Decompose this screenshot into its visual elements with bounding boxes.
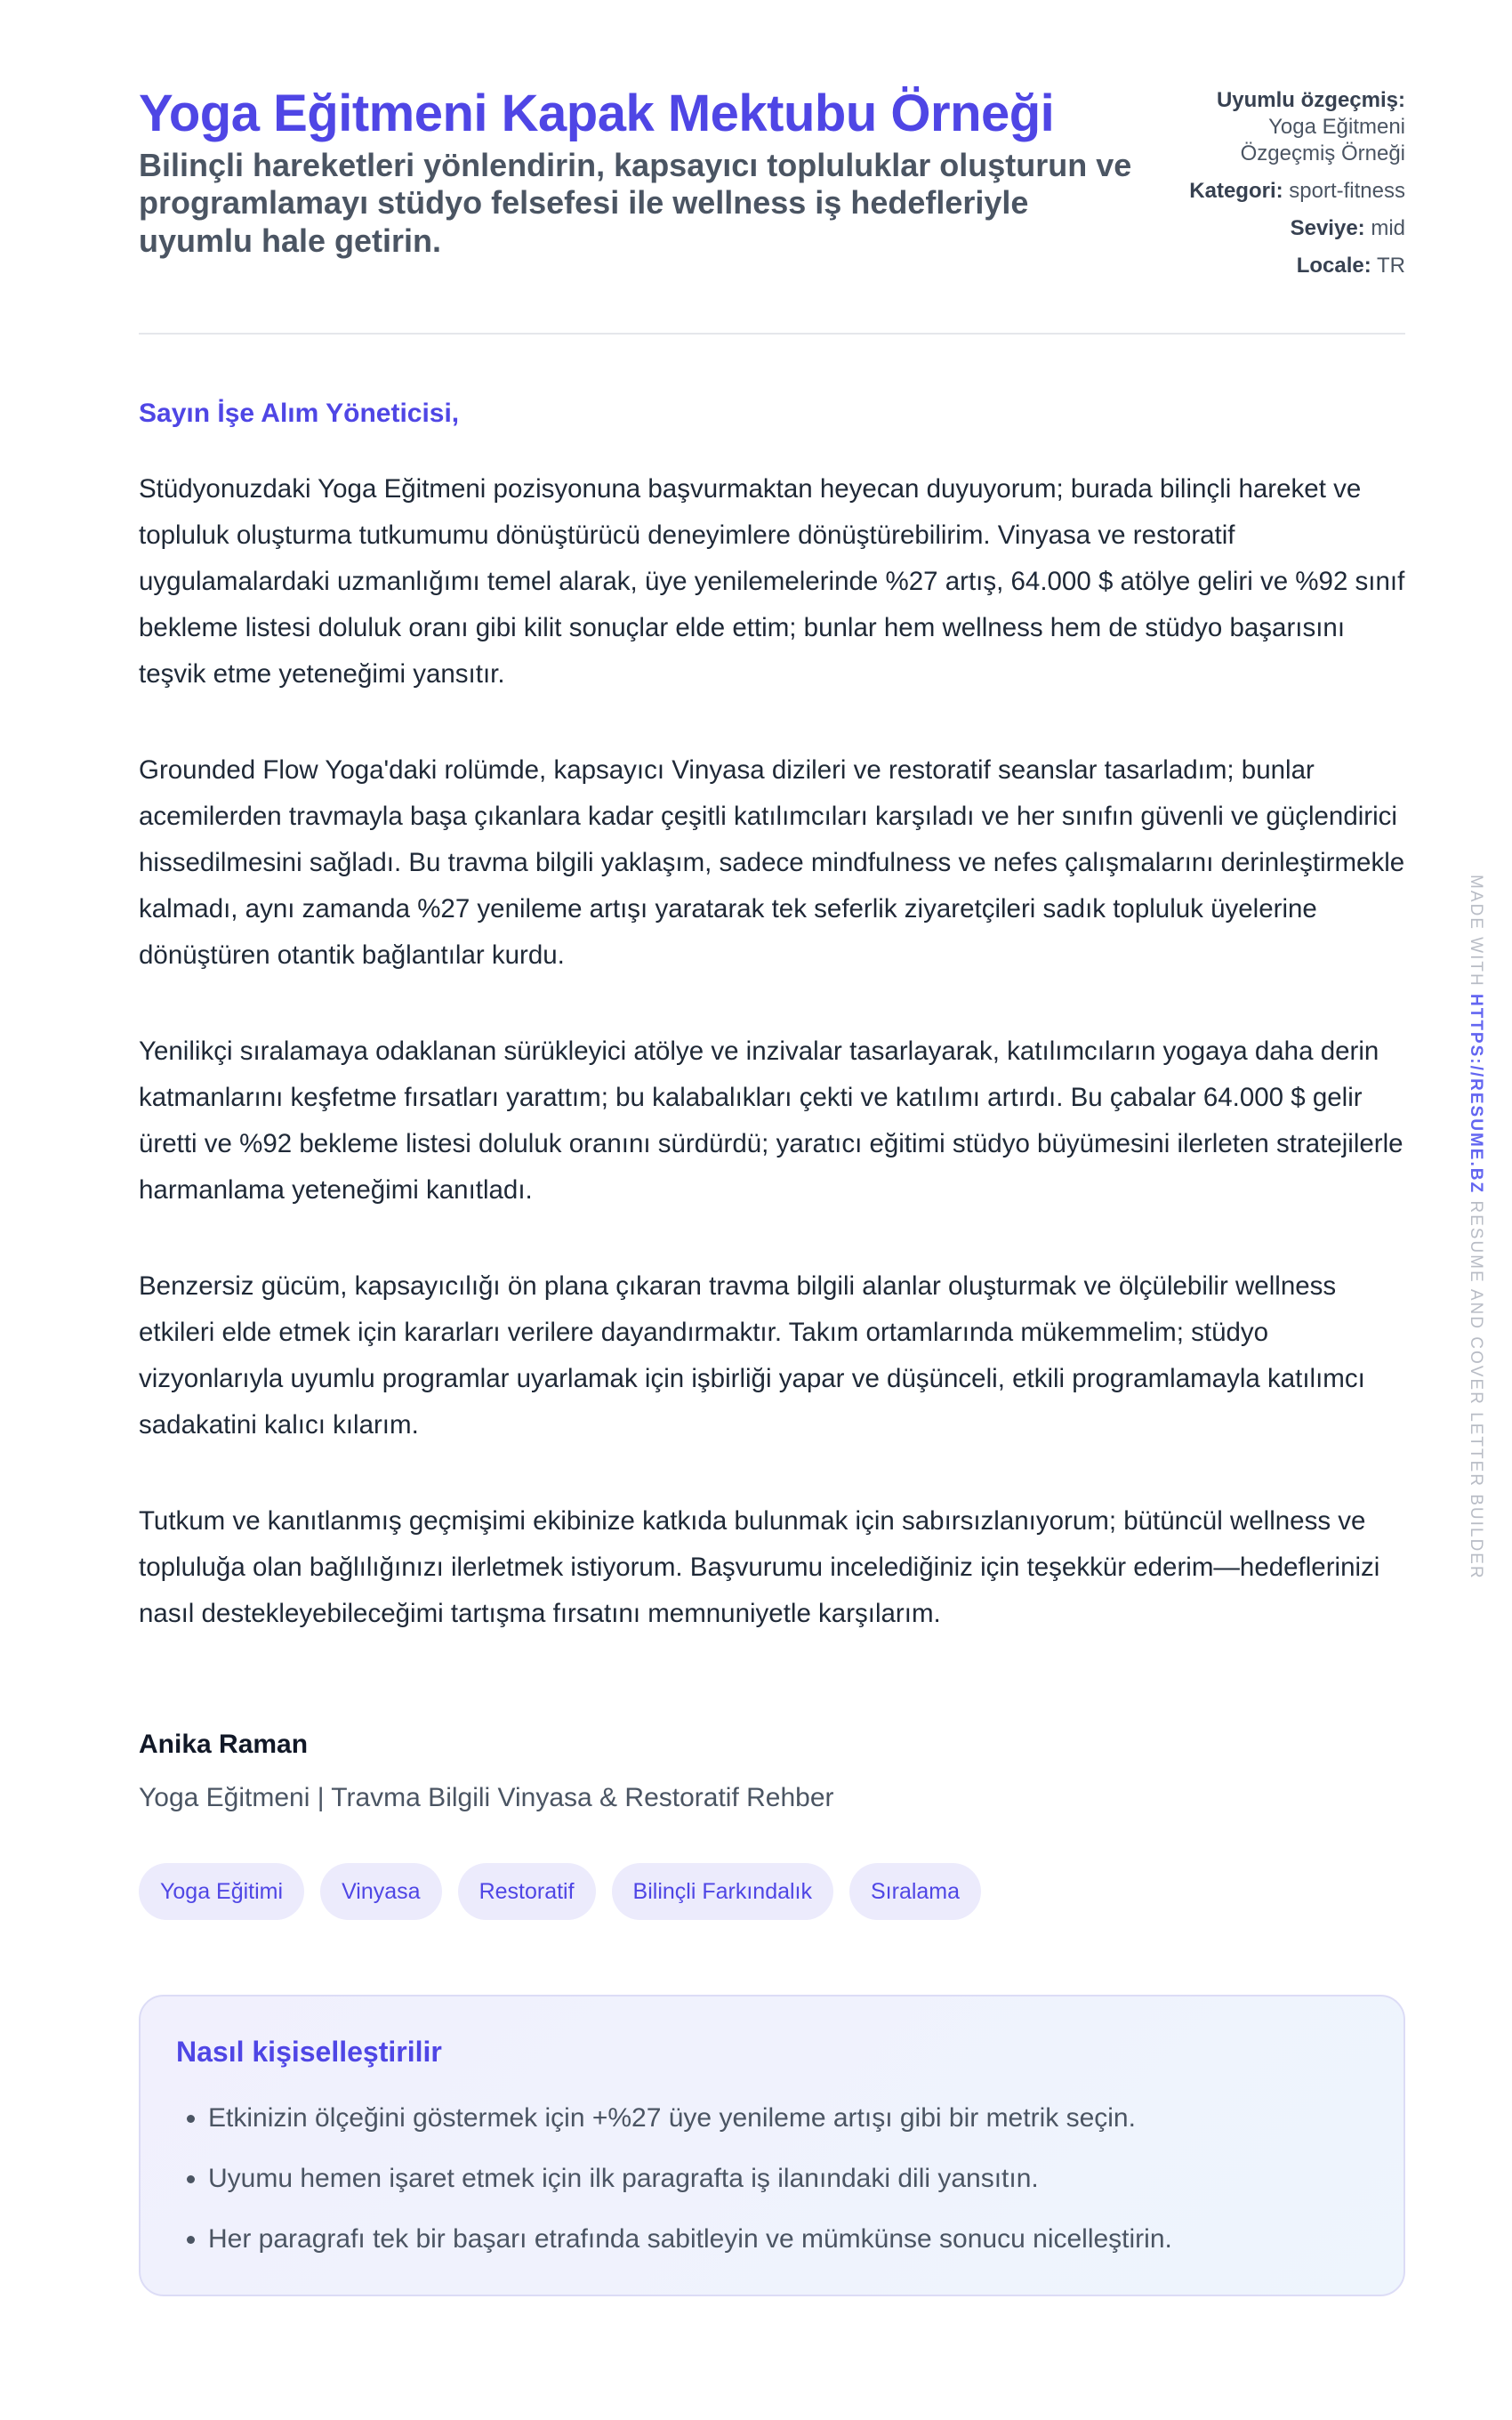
- letter-paragraph: Yenilikçi sıralamaya odaklanan sürükleyici atölye ve inzivalar tasarlayarak, katılımcıların yogaya daha derin katmanlarını keşfetme fırsatları yarattım; bu kalabalıkları çekti ve katılımı artırdı. Bu çabalar 64.000 $ gelir üretti ve %92 bekleme listesi doluluk oranını sürdürdü; yaratıcı eğitimi stüdyo büyümesini ilerleten stratejilerle harmanlama yeteneğimi kanıtladı.: [139, 1037, 1403, 1205]
- meta-category: [1183, 178, 1405, 205]
- banner-prefix: MADE WITH: [1467, 875, 1485, 994]
- meta-label: Seviye:: [1290, 216, 1365, 240]
- tag: Restoratif: [458, 1863, 596, 1920]
- page-title: Yoga Eğitmeni Kapak Mektubu Örneği: [139, 85, 1055, 142]
- signature-role: Yoga Eğitmeni | Travma Bilgili Vinyasa & Restoratif Rehber: [139, 1783, 834, 1812]
- tag-list: [139, 1863, 1405, 1920]
- header: [139, 85, 1405, 290]
- divider: [139, 333, 1405, 335]
- tag: Sıralama: [849, 1863, 981, 1920]
- tips-box: [139, 1995, 1405, 2296]
- meta-label: Locale:: [1296, 254, 1371, 278]
- tips-title: Nasıl kişiselleştirilir: [176, 2036, 442, 2068]
- signature-name: Anika Raman: [139, 1730, 309, 1759]
- meta-label: Uyumlu özgeçmiş:: [1216, 88, 1405, 112]
- salutation: Sayın İşe Alım Yöneticisi,: [139, 399, 460, 428]
- tag: Vinyasa: [320, 1863, 442, 1920]
- meta-label: Kategori:: [1189, 179, 1283, 203]
- meta-panel: [1183, 87, 1405, 290]
- banner-suffix: RESUME AND COVER LETTER BUILDER: [1467, 1194, 1485, 1580]
- tag: Bilinçli Farkındalık: [612, 1863, 833, 1920]
- letter-paragraph: Stüdyonuzdaki Yoga Eğitmeni pozisyonuna başvurmaktan heyecan duyuyorum; burada bilinçli hareket ve topluluk oluşturma tutkumumu dönüştürücü deneyimlere dönüştürebilirim. Vinyasa ve restoratif uygulamalardaki uzmanlığımı temel alarak, üye yenilemelerinde %27 artış, 64.000 $ atölye geliri ve %92 sınıf bekleme listesi doluluk oranı gibi kilit sonuçlar elde ettim; bunlar hem wellness hem de stüdyo başarısını teşvik etme yeteneğimi yansıtır.: [139, 474, 1405, 689]
- meta-value: sport-fitness: [1289, 179, 1405, 203]
- cover-letter-page: [139, 85, 1405, 2296]
- title-block: [139, 85, 1135, 260]
- meta-value: Yoga Eğitmeni Özgeçmiş Örneği: [1240, 115, 1405, 165]
- letter-paragraph: Benzersiz gücüm, kapsayıcılığı ön plana çıkaran travma bilgili alanlar oluşturmak ve ölçülebilir wellness etkileri elde etmek için kararları verilere dayandırmaktır. Takım ortamlarında mükemmelim; stüdyo vizyonlarıyla uyumlu programlar uyarlamak için işbirliği yapar ve düşünceli, etkili programlamayla katılımcı sadakatini kalıcı kılarım.: [139, 1271, 1365, 1440]
- meta-resume: [1183, 87, 1405, 167]
- meta-value: TR: [1377, 254, 1405, 278]
- meta-value: mid: [1371, 216, 1405, 240]
- meta-level: [1183, 215, 1405, 242]
- page-subtitle: Bilinçli hareketleri yönlendirin, kapsayıcı topluluklar oluşturun ve programlamayı stüdyo felsefesi ile wellness iş hedefleriyle uyumlu hale getirin.: [139, 146, 1132, 259]
- letter-paragraph: Grounded Flow Yoga'daki rolümde, kapsayıcı Vinyasa dizileri ve restoratif seanslar tasarladım; bunlar acemilerden travmayla başa çıkanlara kadar çeşitli katılımcıları karşıladı ve her sınıfın güvenli ve güçlendirici hissedilmesini sağladı. Bu travma bilgili yaklaşım, sadece mindfulness ve nefes çalışmalarını derinleştirmekle kalmadı, aynı zamanda %27 yenileme artışı yaratarak tek seferlik ziyaretçileri sadık topluluk üyelerine dönüştüren otantik bağlantılar kurdu.: [139, 755, 1405, 970]
- tips-list: [176, 2099, 1368, 2259]
- letter-paragraph: Tutkum ve kanıtlanmış geçmişimi ekibinize katkıda bulunmak için sabırsızlanıyorum; bütüncül wellness ve topluluğa olan bağlılığınızı ilerletmek istiyorum. Başvurumu incelediğiniz için teşekkür ederim—hedeflerinizi nasıl destekleyebileceğimi tartışma fırsatını memnuniyetle karşılarım.: [139, 1506, 1380, 1628]
- tip-item: • Uyumu hemen işaret etmek için ilk paragrafta iş ilanındaki dili yansıtın.: [208, 2159, 1368, 2198]
- made-with-banner: [1466, 875, 1485, 1580]
- resume-bz-link[interactable]: HTTPS://RESUME.BZ: [1467, 994, 1485, 1195]
- meta-locale: [1183, 253, 1405, 279]
- tip-item: • Etkinizin ölçeğini göstermek için +%27 üye yenileme artışı gibi bir metrik seçin.: [208, 2099, 1368, 2138]
- tag: Yoga Eğitimi: [139, 1863, 304, 1920]
- tip-item: • Her paragrafı tek bir başarı etrafında sabitleyin ve mümkünse sonucu nicelleştirin.: [208, 2220, 1368, 2259]
